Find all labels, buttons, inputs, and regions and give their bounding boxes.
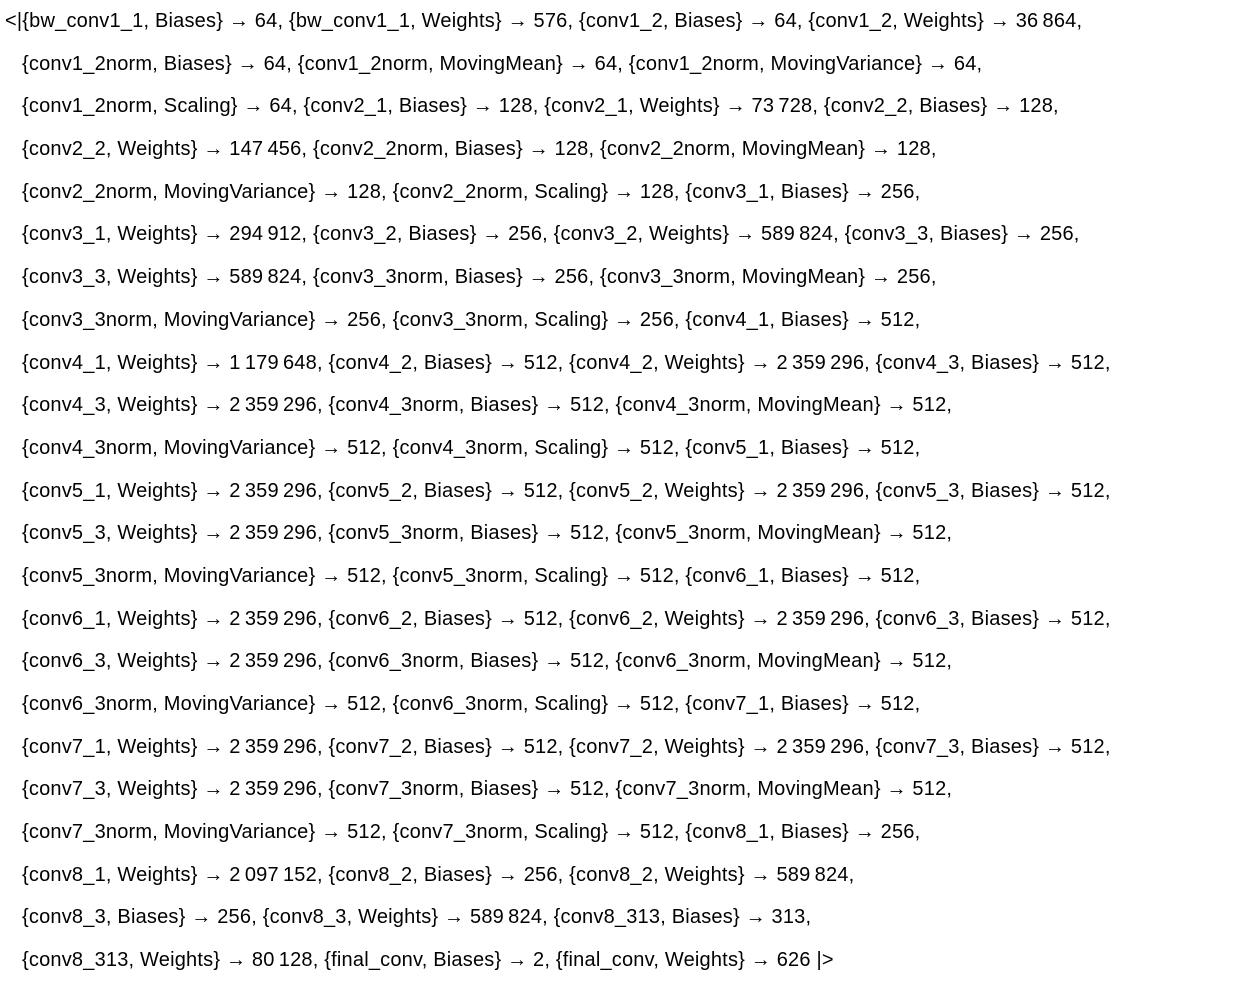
output-line: <|{bw_conv1_1, Biases} → 64, {bw_conv1_1, Weights} → 576, {conv1_2, Biases} → 64, {conv1_2, Weights} → 36 864, xyxy=(5,10,1083,32)
output-line: {conv6_1, Weights} → 2 359 296, {conv6_2, Biases} → 512, {conv6_2, Weights} → 2 359 296, {conv6_3, Biases} → 512, xyxy=(22,607,1111,630)
output-line: {conv6_3norm, MovingVariance} → 512, {conv6_3norm, Scaling} → 512, {conv7_1, Biases} → 512, xyxy=(22,693,921,715)
output-line: {conv8_1, Weights} → 2 097 152, {conv8_2, Biases} → 256, {conv8_2, Weights} → 589 824, xyxy=(22,863,855,886)
output-line: {conv5_3norm, MovingVariance} → 512, {conv5_3norm, Scaling} → 512, {conv6_1, Biases} → 512, xyxy=(22,564,921,587)
output-line: {conv2_2norm, MovingVariance} → 128, {conv2_2norm, Scaling} → 128, {conv3_1, Biases} → 256, xyxy=(22,180,921,203)
output-line: {conv4_1, Weights} → 1 179 648, {conv4_2, Biases} → 512, {conv4_2, Weights} → 2 359 296, {conv4_3, Biases} → 512, xyxy=(22,351,1111,374)
output-line: {conv5_1, Weights} → 2 359 296, {conv5_2, Biases} → 512, {conv5_2, Weights} → 2 359 296, {conv5_3, Biases} → 512, xyxy=(22,479,1111,502)
output-line: {conv1_2norm, Scaling} → 64, {conv2_1, Biases} → 128, {conv2_1, Weights} → 73 728, {conv2_2, Biases} → 128, xyxy=(22,95,1059,118)
output-line: {conv3_3norm, MovingVariance} → 256, {conv3_3norm, Scaling} → 256, {conv4_1, Biases} → 512, xyxy=(22,308,921,331)
output-line: {conv6_3, Weights} → 2 359 296, {conv6_3norm, Biases} → 512, {conv6_3norm, MovingMean} → 512, xyxy=(22,650,953,673)
output-line: {conv1_2norm, Biases} → 64, {conv1_2norm, MovingMean} → 64, {conv1_2norm, MovingVariance} → 64, xyxy=(22,52,983,75)
output-line: {conv3_3, Weights} → 589 824, {conv3_3norm, Biases} → 256, {conv3_3norm, MovingMean} → 256, xyxy=(22,266,937,289)
output-line: {conv3_1, Weights} → 294 912, {conv3_2, Biases} → 256, {conv3_2, Weights} → 589 824, {conv3_3, Biases} → 256, xyxy=(22,223,1080,246)
output-line: {conv4_3norm, MovingVariance} → 512, {conv4_3norm, Scaling} → 512, {conv5_1, Biases} → 512, xyxy=(22,436,921,459)
output-line: {conv8_313, Weights} → 80 128, {final_conv, Biases} → 2, {final_conv, Weights} → 626 |> xyxy=(22,949,834,972)
output-line: {conv8_3, Biases} → 256, {conv8_3, Weights} → 589 824, {conv8_313, Biases} → 313, xyxy=(22,906,812,929)
output-line: {conv7_3, Weights} → 2 359 296, {conv7_3norm, Biases} → 512, {conv7_3norm, MovingMean} → 512, xyxy=(22,778,953,801)
output-line: {conv7_1, Weights} → 2 359 296, {conv7_2, Biases} → 512, {conv7_2, Weights} → 2 359 296, {conv7_3, Biases} → 512, xyxy=(22,735,1111,758)
output-line: {conv7_3norm, MovingVariance} → 512, {conv7_3norm, Scaling} → 512, {conv8_1, Biases} → 256, xyxy=(22,821,921,844)
output-line: {conv2_2, Weights} → 147 456, {conv2_2norm, Biases} → 128, {conv2_2norm, MovingMean} → 128, xyxy=(22,138,937,161)
output-line: {conv4_3, Weights} → 2 359 296, {conv4_3norm, Biases} → 512, {conv4_3norm, MovingMean} → 512, xyxy=(22,394,953,417)
output-line: {conv5_3, Weights} → 2 359 296, {conv5_3norm, Biases} → 512, {conv5_3norm, MovingMean} → 512, xyxy=(22,522,953,545)
